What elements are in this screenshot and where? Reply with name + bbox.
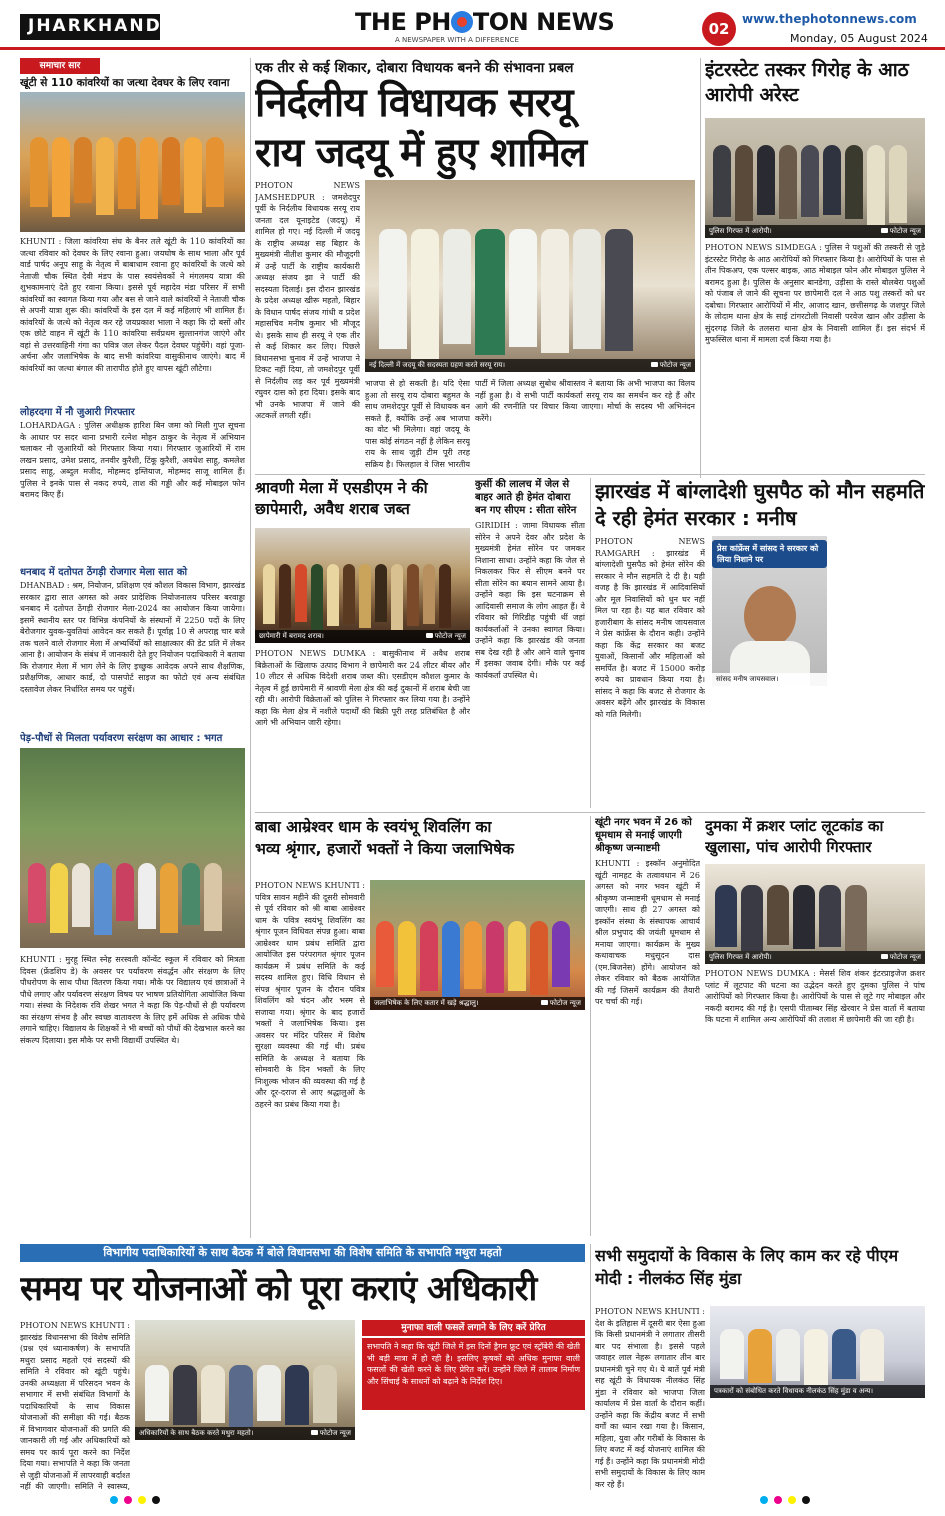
story-body: PHOTON NEWS SIMDEGA : पुलिस ने पशुओं की तस्करी से जुड़े इंटरस्टेट गिरोह के आठ आरोपियों को गिरफ्तार किया है। आरोपियों के पास से तीन पिकअप, एक पल्सर बाइक, आठ मोबाइल फोन और मोबाइल पुलिस ने बरामद हुआ है। पुलिस के अनुसार बानडेगा, उड़ीसा के रास्ते बोलबेरा पशुओं को पंजाब ले जाने की सूचना पर छापेमारी दल ने आठ पशु तस्करों को धर दबोचा। गिरफ्तार आरोपियों में मीर, आजाद खान, छत्तीसगढ़ के जशपुर जिले के लोदाम थाना क्षेत्र के साई टांगरटोली निवासी परवेज खान और उड़ीसा के सुंदरगढ़ जिले के तलसरा थाना क्षेत्र के निवासी शामिल हैं। इस संदर्भ में मुफस्सिल थाना में मामला दर्ज किया गया है। <box>705 243 925 344</box>
caption-text: पत्रकारों को संबोधित करते विधायक नीलकंठ सिंह मुंडा व अन्य। <box>714 1387 873 1395</box>
camera-icon <box>881 954 888 959</box>
story-headline: श्रावणी मेला में एसडीएम ने की छापेमारी, अवैध शराब जब्त <box>255 479 428 518</box>
photo-credit <box>651 359 691 372</box>
row-divider <box>255 812 925 813</box>
story-body: PHOTON NEWS KHUNTI : देश के इतिहास में दूसरी बार ऐसा हुआ कि किसी प्रधानमंत्री ने लगातार तीसरी बार पद संभाला है। इससे पहले जवाहर लाल नेहरू लगातार तीन बार प्रधानमंत्री चुने गए थे। ये बातें पूर्व मंत्री सह खूंटी के विधायक नीलकंठ सिंह मुंडा ने रविवार को भाजपा जिला कार्यालय में प्रेस वार्ता के दौरान कहीं। उन्होंने कहा कि केंद्रीय बजट में सभी वर्गों का ध्यान रखा गया है। किसान, महिला, युवा और गरीबों के विकास के लिए बजट में कई योजनाएं शामिल की गई हैं। उन्होंने कहा कि प्रधानमंत्री मोदी सभी समुदायों के विकास के लिए काम कर रहे हैं। <box>595 1307 705 1489</box>
column-divider <box>700 58 701 478</box>
camera-icon <box>311 1430 318 1435</box>
story-headline: झारखंड में बांग्लादेशी घुसपैठ को मौन सहमति दे रही हेमंत सरकार : मनीष <box>595 479 925 530</box>
story-headline: सभी समुदायों के विकास के लिए काम कर रहे पीएम मोदी : नीलकंठ सिंह मुंडा <box>595 1246 899 1288</box>
lead-kicker: एक तीर से कई शिकार, दोबारा विधायक बनने की संभावना प्रबल <box>255 60 574 76</box>
issue-date: Monday, 05 August 2024 <box>790 32 928 45</box>
lead-headline-line2: राय जदयू में हुए शामिल <box>255 130 586 176</box>
lead-body-col3: पार्टी में जिला अध्यक्ष सुबोध श्रीवास्तव ने बताया कि अभी भाजपा का विलय नहीं हुआ है। वे सभी पार्टी कार्यकर्ता सरयू राय का समर्थन कर रहे हैं और आगे की रणनीति पर विचार किया जाएगा। मोर्चा के सदस्य भी अभिनंदन करेंगे। <box>475 379 695 423</box>
kanwariya-photo <box>20 92 245 232</box>
hemant-story <box>475 478 585 808</box>
story-block <box>20 560 245 705</box>
caption-text: जलाभिषेक के लिए कतार में खड़े श्रद्धालु। <box>374 999 479 1007</box>
committee-banner: विभागीय पदाधिकारियों के साथ बैठक में बोले विधानसभा की विशेष समिति के सभापति मथुरा महतो <box>20 1244 585 1262</box>
caption-text: पुलिस गिरफ्त में आरोपी। <box>709 227 772 235</box>
photo-credit <box>311 1427 351 1440</box>
story-body: GIRIDIH : जामा विधायक सीता सोरेन ने अपने देवर और प्रदेश के मुख्यमंत्री हेमंत सोरेन पर जमकर निशाना साधा। उन्होंने कहा कि जेल से निकलकर फिर से सीएम बनने पर सीता सोरेन का बयान सामने आया है। उन्होंने कहा कि इस घटनाक्रम से आदिवासी समाज के लोग आहत हैं। वे रविवार को गिरिडीह पहुंची थीं जहां कार्यकर्ताओं ने उनका स्वागत किया। उन्होंने कहा कि झारखंड की जनता सब देख रही है और आने वाले चुनाव में इसका जवाब देगी। मौके पर कई कार्यकर्ता उपस्थित थे। <box>475 521 585 680</box>
registration-marks-left <box>110 1496 160 1504</box>
globe-logo-icon <box>451 11 473 33</box>
politicians-figures <box>379 229 633 359</box>
photo-caption <box>365 359 695 372</box>
crowd-figures <box>30 137 224 219</box>
story-body: PHOTON NEWS RAMGARH : झारखंड में बांग्लादेशी घुसपैठ को हेमंत सोरेन की सरकार ने मौन सहमति दे दी है। यही वजह है कि झारखंड में आदिवासियों और मूल निवासियों को धुन घर नहीं मिल पा रहा है। यह बात रविवार को हजारीबाग के सांसद मनीष जायसवाल ने प्रेस कांफ्रेंस के दौरान कही। उन्होंने कहा कि केंद्र सरकार का बजट युवाओं, किसानों और महिलाओं को समर्पित है। बजट में 15000 करोड़ रुपये का प्रावधान किया गया है। सांसद ने कहा कि बजट से रोजगार के अवसर बढ़ेंगे और झारखंड के विकास को गति मिलेगी। <box>595 537 705 719</box>
camera-icon <box>426 633 433 638</box>
press-photo <box>710 1306 925 1398</box>
devotees-photo <box>370 880 585 1010</box>
janmashtami-story <box>595 816 700 1236</box>
story-headline: खूंटी नगर भवन में 26 को धूमधाम से मनाई जाएगी श्रीकृष्ण जन्माष्टमी <box>595 817 692 854</box>
story-body: KHUNTI : इस्कॉन अनुमोदित खूंटी नामहट के तत्वावधान में 26 अगस्त को नगर भवन खूंटी में श्रीकृष्ण जन्माष्टमी धूमधाम से मनाई जाएगी। साथ ही 27 अगस्त को इस्कॉन संस्था के संस्थापक आचार्य श्रील प्रभुपाद की जयंती धूमधाम से मनाया जाएगा। कार्यक्रम के मुख्य कथावाचक मधुसूदन दास (एम.बिजनेस) होंगे। आयोजन को लेकर रविवार को बैठक आयोजित की गई जिसमें कार्यक्रम की तैयारी पर चर्चा की गई। <box>595 859 700 1006</box>
story-headline: लोहरदगा में नौ जुआरी गिरफ्तार <box>20 407 135 418</box>
credit-text: फोटोज न्यूज <box>659 361 691 369</box>
accused-figures <box>715 885 867 951</box>
story-headline: पेड़-पौधों से मिलता पर्यावरण सरंक्षण का आधार : भगत <box>20 733 223 744</box>
face-shape <box>744 586 796 646</box>
caption-text: पुलिस गिरफ्त में आरोपी। <box>709 953 772 961</box>
camera-icon <box>651 362 658 367</box>
meeting-photo <box>135 1320 355 1440</box>
red-callout: सभापति ने कहा कि खूंटी जिले में इस दिनों ड्रैगन फ्रूट एवं स्ट्रॉबेरी की खेती भी बड़ी मात्रा में हो रही है। इसलिए कृषकों को अधिक मुनाफा वाली फसलों की खेती करने के लिए प्रेरित करें। उन्होंने जिले में तालाब निर्माण और सिंचाई के साधनों को बढ़ाने के निर्देश दिए। <box>362 1338 585 1410</box>
credit-text: फोटोज न्यूज <box>434 632 466 640</box>
headline-line1: बाबा आम्रेश्वर धाम के स्वयंभू शिवलिंग का <box>255 818 492 836</box>
section-tag: समाचार सार <box>20 58 100 74</box>
column-divider <box>590 816 591 1236</box>
photo-caption: सांसद मनीष जायसवाल। <box>712 673 827 686</box>
caption-text: छापेमारी में बरामद शराब। <box>259 632 324 640</box>
bottles <box>263 564 451 630</box>
caption-text: अधिकारियों के साथ बैठक करते मथुरा महतो। <box>139 1429 254 1437</box>
story-body: PHOTON NEWS DUMKA : बासुकीनाथ में अवैध शराब बिक्रेताओं के खिलाफ उत्पाद विभाग ने छापेमारी कर 24 लीटर बीयर और 10 लीटर से अधिक विदेशी शराब जब्त की। एसडीएम कौशल कुमार के नेतृत्व में हुई छापेमारी में श्रावणी मेला क्षेत्र की कई दुकानों में शराब बेची जा रही थी। आरोपी विक्रेताओं को पुलिस ने गिरफ्तार कर लिया गया है। उन्होंने कहा कि मेला क्षेत्र में नशीले पदार्थों की बिक्री पूरी तरह प्रतिबंधित है और आगे भी अभियान जारी रहेगा। <box>255 649 470 727</box>
credit-text: फोटोज न्यूज <box>889 227 921 235</box>
logo-text-left: THE PH <box>355 8 451 36</box>
story-body: KHUNTI : जिला कांवरिया संघ के बैनर तले खूंटी के 110 कांवरियों का जत्था रविवार को देवघर के लिए रवाना हुआ। जयघोष के साथ भाला और पूर्व वार्ड पार्षद अनूप साहू के नेतृत्व में बाबाधाम रवाना हुए कांवरियों के जत्थे को नेताजी चौक स्थित देवी मंडप के पास स्वयंसेवकों ने मंगलमय यात्रा की शुभकामनाएं देते हुए रवाना किया। इससे पूर्व महादेव मंडा परिसर में सभी कांवरियों का स्वागत किया गया और बस से जाने वाले कांवरियों ने नेताजी चौक से अपनी यात्रा शुरू की। कांवरियों के इस दल में कई महिलाएं भी शामिल हैं। कांवरियों के जत्थे को नेतृत्व कर रहे जयप्रकाश भाला ने कहा कि दो बसों और एक छोटे वाहन में खूंटी के 110 कांवरिया सर्वप्रथम सुल्तानगंज जाएंगे और वहां से उत्तरवाहिनी गंगा का पवित्र जल लेकर पैदल देवघर पहुंचेंगे। वहां पूजा-अर्चना और जलाभिषेक के बाद सभी कांवरिया वासुकीनाथ जाएंगे। बाद में कांवरियों का जत्था बंगाल की तारापीठ होते हुए वापस खूंटी लौटेगा। <box>20 237 245 373</box>
photo-credit <box>426 630 466 643</box>
red-tag: मुनाफा वाली फसलें लगाने के लिए करें प्रेरित <box>362 1320 585 1336</box>
column-divider <box>590 478 591 808</box>
region-label: JHARKHAND <box>20 14 160 40</box>
website-link[interactable]: www.thephotonnews.com <box>742 12 917 26</box>
story-headline: इंटरस्टेट तस्कर गिरोह के आठ आरोपी अरेस्ट <box>705 59 909 106</box>
story-headline: कुर्सी की लालच में जेल से बाहर आते ही हेमंत दोबारा बन गए सीएम : सीता सोरेन <box>475 479 577 516</box>
committee-headline: समय पर योजनाओं को पूरा कराएं अधिकारी <box>20 1269 537 1309</box>
caption-text: नई दिल्ली में जदयू की सदस्यता ग्रहण करते सरयू राय। <box>369 361 505 369</box>
liquor-photo <box>255 528 470 643</box>
camera-icon <box>881 228 888 233</box>
photo-caption <box>705 225 925 238</box>
plantation-photo <box>20 748 245 948</box>
credit-text: फोटोज न्यूज <box>549 999 581 1007</box>
masthead <box>0 0 945 50</box>
accused-figures <box>713 145 907 225</box>
story-headline: खूंटी से 110 कांवरियों का जत्था देवघर के लिए रवाना <box>20 77 230 89</box>
lead-headline-line1: निर्दलीय विधायक सरयू <box>255 80 573 126</box>
arrest-photo <box>705 118 925 238</box>
logo-text-right: TON NEWS <box>472 8 615 36</box>
story-block <box>20 400 245 530</box>
dumka-photo <box>705 864 925 964</box>
photo-caption <box>705 951 925 964</box>
story-body: PHOTON NEWS DUMKA : मेसर्स शिव शंकर इंटरप्राइजेज क्रशर प्लांट में लूटपाट की घटना का उद्भेदन करते हुए दुमका पुलिस ने पांच आरोपियों को गिरफ्तार किया है। आरोपियों के पास से लूटे गए मोबाइल और नकदी बरामद की गई है। एसपी पीताम्बर सिंह खेरवार ने प्रेस वार्ता में बताया कि घटना में शामिल अन्य आरोपियों की तलाश में छापेमारी की जा रही है। <box>705 969 925 1024</box>
photo-caption <box>255 630 470 643</box>
lead-body-col2: भाजपा से हो सकती है। यदि ऐसा हुआ तो सरयू राय दोबारा बहुमत के साथ जमशेदपुर पूर्वी से विधायक बन सकते हैं, क्योंकि उन्हें अब भाजपा का वोट भी मिलेगा। वहां जदयू के पास कोई संगठन नहीं है लेकिन सरयू राय के साथ जुड़ी टीम पूरी तरह सक्रिय है। फिलहाल वे जिस भारतीय <box>365 379 470 469</box>
registration-marks-right <box>760 1496 810 1504</box>
story-block <box>20 726 245 746</box>
credit-text: फोटोज न्यूज <box>319 1429 351 1437</box>
page-number: 02 <box>702 12 736 46</box>
students-figures <box>28 863 222 935</box>
column-divider <box>250 58 251 1238</box>
story-headline: धनबाद में दतोपत ठेंगड़ी रोजगार मेला सात को <box>20 567 188 578</box>
photo-credit <box>541 997 581 1010</box>
camera-icon <box>541 1000 548 1005</box>
row-divider <box>255 474 925 475</box>
story-body: DHANBAD : श्रम, नियोजन, प्रशिक्षण एवं कौशल विकास विभाग, झारखंड सरकार द्वारा सात अगस्त को अवर प्रादेशिक नियोजनालय परिसर बरवाड्डा धनबाद में दतोपत ठेंगड़ी रोजगार मेला-2024 का आयोजन किया जायेगा। इसमें स्थानीय स्तर पर विभिन्न कंपनियों के संस्थानों में 2250 पदों के लिए बेरोजगार युवक-युवतियां आवेदन कर सकते हैं। पूर्वाह्न 10 से अपराह्न चार बजे तक चलने वाले रोजगार मेला में अभ्यर्थियों को साक्षात्कार की डेट प्रति में लेकर आना है। आयोजन के संबंध में जानकारी देते हुए नियोजन पदाधिकारी ने बताया कि रोजगार मेला में भाग लेने के लिए इच्छुक आवेदक अपने साथ शैक्षणिक, प्रशैक्षणिक, आधार कार्ड, दो पासपोर्ट साइज का फोटो एवं अन्य संबंधित दस्तावेज लेकर निर्धारित समय पर पहुंचें। <box>20 581 245 694</box>
story-body: PHOTON NEWS KHUNTI : पवित्र सावन महीने की दूसरी सोमवारी से पूर्व रविवार को श्री बाबा आम्रेश्वर धाम के पवित्र स्वयंभू शिवलिंग का श्रृंगार पूजन विधिवत संपन्न हुआ। बाबा आम्रेश्वर धाम प्रबंध समिति द्वारा आयोजित इस परंपरागत श्रृंगार पूजन कार्यक्रम में प्रबंध समिति के कई सदस्य शामिल हुए। विधि विधान से संपन्न श्रृंगार पूजन के दौरान पवित्र शिवलिंग को चंदन और भस्म से सजाया गया। श्रृंगार के बाद हजारों भक्तों ने जलाभिषेक किया। इस अवसर पर मंदिर परिसर में विशेष सुरक्षा व्यवस्था की गई थी। प्रबंध समिति के अध्यक्ष ने बताया कि सोमवारी के दिन भक्तों के लिए निःशुल्क भोजन की व्यवस्था की गई है और दूर-दराज से आए श्रद्धालुओं के ठहरने का प्रबंध किया गया है। <box>255 881 365 1109</box>
photo-caption <box>135 1427 355 1440</box>
story-headline: दुमका में क्रशर प्लांट लूटकांड का खुलासा, पांच आरोपी गिरफ्तार <box>705 817 884 856</box>
story-body: KHUNTI : मुरहू स्थित स्नेह सरस्वती कॉन्वेंट स्कूल में रविवार को मित्रता दिवस (फ्रेंडशिप डे) के अवसर पर पर्यावरण संवर्द्धन और संरक्षण के लिए पौधरोपण के साथ पौधा वितरण किया गया। मौके पर विद्यालय एवं छात्राओं ने पौधे लगाए और पर्यावरण संरक्षण विषय पर भाषण प्रतियोगिता आयोजित किया गया। संस्था के निदेशक रवि शेखर भगत ने कहा कि पेड़-पौधों से ही पर्यावरण का संरक्षण संभव है और स्वच्छ वातावरण के लिए हमें अधिक से अधिक पौधे लगाने चाहिए। विद्यालय के शिक्षकों ने भी बच्चों को पौधों की देखभाल करने का संकल्प दिलाया। इस मौके पर सभी विद्यार्थी उपस्थित थे। <box>20 955 245 1045</box>
newspaper-logo <box>355 8 614 36</box>
tagline: A NEWSPAPER WITH A DIFFERENCE <box>395 36 519 44</box>
quote-tag: प्रेस कांफ्रेंस में सांसद ने सरकार को लिया निशाने पर <box>712 540 827 568</box>
photo-credit <box>881 225 921 238</box>
baba-story <box>255 816 585 876</box>
modi-story <box>595 1244 925 1304</box>
photo-caption <box>370 997 585 1010</box>
devotees-figures <box>376 921 570 997</box>
story-body: PHOTON NEWS KHUNTI : झारखंड विधानसभा की विशेष समिति (प्रश्न एवं ध्यानाकर्षण) के सभापति मथुरा प्रसाद महतो एवं सदस्यों की समिति ने रविवार को खूंटी पहुंचे। उनकी अध्यक्षता में परिसदन भवन के सभागार में सभी संबंधित विभागों के पदाधिकारियों के साथ विकास योजनाओं की समीक्षा की गई। बैठक में विभागवार योजनाओं की प्रगति की जानकारी ली गई और अधिकारियों को समय पर कार्य पूरा करने का निर्देश दिया गया। सभापति ने कहा कि जनता से जुड़ी योजनाओं में लापरवाही बर्दाश्त नहीं की जाएगी। समिति ने स्वास्थ्य, <box>20 1321 130 1490</box>
headline-line2: भव्य श्रृंगार, हजारों भक्तों ने किया जलाभिषेक <box>255 840 514 858</box>
credit-text: फोटोज न्यूज <box>889 953 921 961</box>
column-divider <box>590 1244 591 1490</box>
lead-photo <box>365 180 695 372</box>
photo-caption <box>710 1385 925 1398</box>
officials-figures <box>145 1365 337 1427</box>
leaders-figures <box>720 1329 884 1385</box>
photo-credit <box>881 951 921 964</box>
lead-body-col1: PHOTON NEWS JAMSHEDPUR : जमशेदपुर पूर्वी के निर्दलीय विधायक सरयू राय जनता दल यूनाइटेड (जदयू) में शामिल हो गए। नई दिल्ली में जदयू के राष्ट्रीय अध्यक्ष सह बिहार के मुख्यमंत्री नीतीश कुमार की मौजूदगी में उन्हें पार्टी के राष्ट्रीय कार्यकारी अध्यक्ष संजय झा ने पार्टी की सदस्यता दिलाई। इस दौरान झारखंड के प्रदेश अध्यक्ष खीरू महतो, बिहार के विधान पार्षद संजय गांधी व प्रदेश महासचिव मनीष कुमार भी मौजूद थे। इसके साथ ही सरयू ने एक तीर से कई शिकार कर लिए। पिछले विधानसभा चुनाव में उन्हें भाजपा ने टिकट नहीं दिया, तो जमशेदपुर पूर्वी से निर्दलीय लड़ कर पूर्व मुख्यमंत्री रघुवर दास को हरा दिया। इसके बाद भी उनके भाजपा में जाने की अटकलें लगती रहीं। <box>255 181 360 420</box>
story-body: LOHARDAGA : पुलिस अधीक्षक हारिश बिन जमा को मिली गुप्त सूचना के आधार पर सदर थाना प्रभारी रत्नेश मोहन ठाकुर के नेतृत्व में अभियान चलाकर नौ जुआरियों को गिरफ्तार किया गया। गिरफ्तार जुआरियों में राम लखन प्रसाद, उमेश प्रसाद, तनवीर कुरैशी, टिंकू कुरैशी, अवधेश साहू, कमलेश प्रसाद साहू, अब्दुल मजीद, मोहम्मद इम्तियाज, मोहम्मद साजू शामिल हैं। पुलिस ने इनके पास से नकद रुपये, ताश की गड्डी और कई मोबाइल फोन बरामद किए हैं। <box>20 421 245 499</box>
